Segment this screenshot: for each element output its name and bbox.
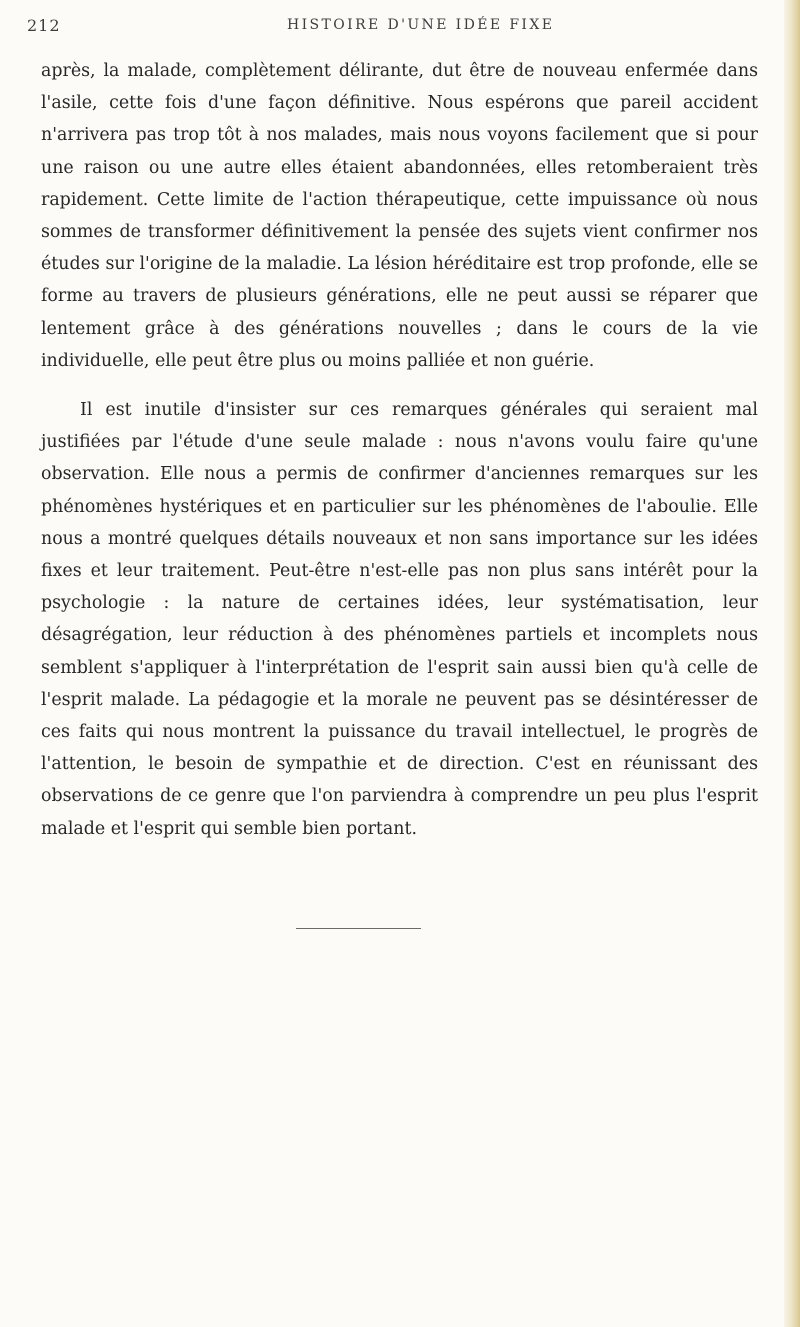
end-rule <box>296 928 421 929</box>
running-title: HISTOIRE D'UNE IDÉE FIXE <box>287 17 555 33</box>
page-edge <box>784 0 800 1327</box>
page-number: 212 <box>27 16 61 35</box>
running-head <box>0 14 800 40</box>
body-text <box>41 55 758 845</box>
paragraph-2: Il est inutile d'insister sur ces remarques générales qui seraient mal justifiées par l'étude d'une seule malade : nous n'avons voulu faire qu'une observation. Elle nous a permis de confirmer d'anciennes remarques sur les phénomènes hystériques et en particulier sur les phénomènes de l'aboulie. Elle nous a montré quelques détails nouveaux et non sans importance sur les idées fixes et leur traitement. Peut-être n'est-elle pas non plus sans intérêt pour la psychologie : la nature de certaines idées, leur systématisation, leur désagrégation, leur réduction à des phénomènes partiels et incomplets nous semblent s'appliquer à l'interprétation de l'esprit sain aussi bien qu'à celle de l'esprit malade. La pédagogie et la morale ne peuvent pas se désintéresser de ces faits qui nous montrent la puissance du travail intellectuel, le progrès de l'attention, le besoin de sympathie et de direction. C'est en réunissant des observations de ce genre que l'on parviendra à comprendre un peu plus l'esprit malade et l'esprit qui semble bien portant. <box>41 400 758 839</box>
paragraph-1: après, la malade, complètement délirante, dut être de nouveau enfermée dans l'asile, cette fois d'une façon définitive. Nous espérons que pareil accident n'arrivera pas trop tôt à nos malades, mais nous voyons facilement que si pour une raison ou une autre elles étaient abandonnées, elles retomberaient très rapidement. Cette limite de l'action thérapeutique, cette impuissance où nous sommes de transformer définitivement la pensée des sujets vient confirmer nos études sur l'origine de la maladie. La lésion héréditaire est trop profonde, elle se forme au travers de plusieurs générations, elle ne peut aussi se réparer que lentement grâce à des générations nouvelles ; dans le cours de la vie individuelle, elle peut être plus ou moins palliée et non guérie. <box>41 61 758 371</box>
